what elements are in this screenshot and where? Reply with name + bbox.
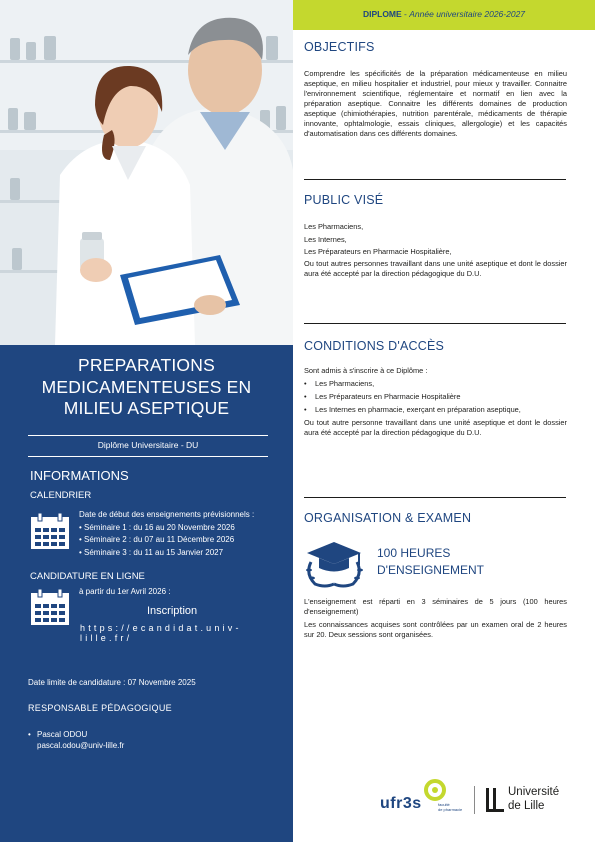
graduation-cap-icon bbox=[303, 540, 366, 588]
pharmacists-illustration bbox=[0, 0, 293, 345]
application-date: à partir du 1er Avril 2026 : bbox=[79, 587, 171, 596]
hours-line: 100 HEURES bbox=[377, 546, 451, 560]
objectifs-text: Comprendre les spécificités de la préparation médicamenteuse en milieu aseptique, en milieu hospitalier et industriel, pour mieux y travailler. Connaitre l'environnement scientifique, réglementaire et normatif en lien avec la préparation aseptique. Connaitre les différents domaines de production aseptique (chimiothérapies, nutrition parentérale, médicaments de thérapie innovante, ophtalmologie, essais cliniques, allergologie) et les capacités d'automatisation dans ces différents domaines. bbox=[304, 69, 567, 138]
objectifs-title: OBJECTIFS bbox=[304, 40, 375, 54]
organisation-para: Les connaissances acquises sont contrôlées par un examen oral de 2 heures sur 20. Deux sessions sont organisées. bbox=[304, 619, 567, 639]
ulille-wordmark bbox=[508, 786, 559, 813]
responsible-email[interactable]: pascal.odou@univ-lille.fr bbox=[37, 741, 125, 750]
responsible-title: RESPONSABLE PÉDAGOGIQUE bbox=[28, 703, 172, 713]
divider bbox=[304, 179, 566, 180]
bullet: • bbox=[28, 730, 31, 739]
calendar-intro: Date de début des enseignements prévisionnels : bbox=[79, 510, 255, 519]
public-text bbox=[304, 221, 567, 279]
calendar-details bbox=[79, 509, 269, 559]
program-title-line: PREPARATIONS bbox=[78, 355, 215, 375]
logo-divider bbox=[474, 786, 475, 814]
divider bbox=[28, 435, 268, 436]
ulille-emblem bbox=[484, 786, 506, 814]
application-label: CANDIDATURE EN LIGNE bbox=[30, 571, 145, 582]
inscription-link[interactable]: https://ecandidat.univ-lille.fr/ bbox=[80, 623, 242, 643]
organisation-title: ORGANISATION & EXAMEN bbox=[304, 511, 472, 525]
divider bbox=[304, 323, 566, 324]
hero-photo bbox=[0, 0, 293, 345]
conditions-item: • Les Internes en pharmacie, exerçant en préparation aseptique, bbox=[304, 405, 567, 415]
divider bbox=[304, 497, 566, 498]
conditions-title: CONDITIONS D'ACCÈS bbox=[304, 339, 445, 353]
program-title bbox=[10, 355, 283, 420]
application-deadline: Date limite de candidature : 07 Novembre 2025 bbox=[28, 678, 196, 687]
left-panel bbox=[0, 0, 293, 842]
ufr3s-logo bbox=[380, 778, 468, 818]
ulille-wordmark-line: Université bbox=[508, 786, 560, 798]
hours-line: D'ENSEIGNEMENT bbox=[377, 563, 484, 577]
organisation-para: L'enseignement est réparti en 3 séminaires de 5 jours (100 heures d'enseignement) bbox=[304, 597, 567, 616]
calendar-icon bbox=[30, 588, 70, 626]
divider bbox=[28, 456, 268, 457]
header-separator: - bbox=[401, 9, 410, 19]
seminar-item: • Séminaire 3 : du 11 au 15 Janvier 2027 bbox=[79, 547, 224, 557]
hours-highlight bbox=[377, 545, 484, 579]
conditions-list bbox=[304, 379, 567, 415]
public-line: Les Internes, bbox=[304, 234, 347, 244]
conditions-text bbox=[304, 366, 567, 440]
public-title: PUBLIC VISÉ bbox=[304, 193, 384, 207]
academic-year: Année universitaire 2026-2027 bbox=[409, 9, 526, 19]
seminar-item: • Séminaire 2 : du 07 au 11 Décembre 2026 bbox=[79, 535, 235, 544]
universite-lille-logo bbox=[484, 786, 574, 816]
public-line: Ou tout autres personnes travaillant dans une unité aseptique et dont le dossier aura été accepté par la direction pédagogique du D.U. bbox=[304, 258, 567, 278]
program-title-line: MILIEU ASEPTIQUE bbox=[63, 398, 230, 418]
conditions-outro: Ou tout autre personne travaillant dans une unité aseptique et dont le dossier aura été accepté par la direction pédagogique du D.U. bbox=[304, 417, 567, 437]
ufr3s-tagline-line: de pharmacie bbox=[438, 807, 463, 812]
ufr3s-tagline-line: faculté bbox=[438, 802, 450, 807]
program-subtitle: Diplôme Universitaire - DU bbox=[97, 440, 199, 450]
seminar-item: • Séminaire 1 : du 16 au 20 Novembre 2026 bbox=[79, 522, 235, 532]
ufr3s-tagline bbox=[438, 802, 462, 812]
ulille-wordmark-line: de Lille bbox=[508, 799, 545, 812]
inscription-label: Inscription bbox=[147, 605, 198, 617]
ufr3s-wordmark: ufr3s bbox=[380, 795, 422, 812]
program-title-line: MEDICAMENTEUSES EN bbox=[41, 376, 252, 397]
public-line: Les Préparateurs en Pharmacie Hospitalière, bbox=[304, 247, 452, 256]
organisation-text bbox=[304, 597, 567, 642]
calendar-icon bbox=[30, 512, 70, 550]
responsible-contact bbox=[28, 729, 124, 751]
public-line: Les Pharmaciens, bbox=[304, 222, 364, 231]
conditions-item: • Les Préparateurs en Pharmacie Hospitalière bbox=[304, 392, 567, 402]
informations-title: INFORMATIONS bbox=[30, 468, 129, 483]
diploma-label: DIPLOME bbox=[362, 9, 402, 19]
seminar-list bbox=[79, 522, 269, 560]
conditions-intro: Sont admis à s'inscrire à ce Diplôme : bbox=[304, 366, 428, 375]
conditions-item: • Les Pharmaciens, bbox=[304, 379, 567, 389]
responsible-name: Pascal ODOU bbox=[37, 730, 88, 739]
header-bar bbox=[293, 0, 595, 30]
calendar-label: CALENDRIER bbox=[30, 490, 92, 501]
